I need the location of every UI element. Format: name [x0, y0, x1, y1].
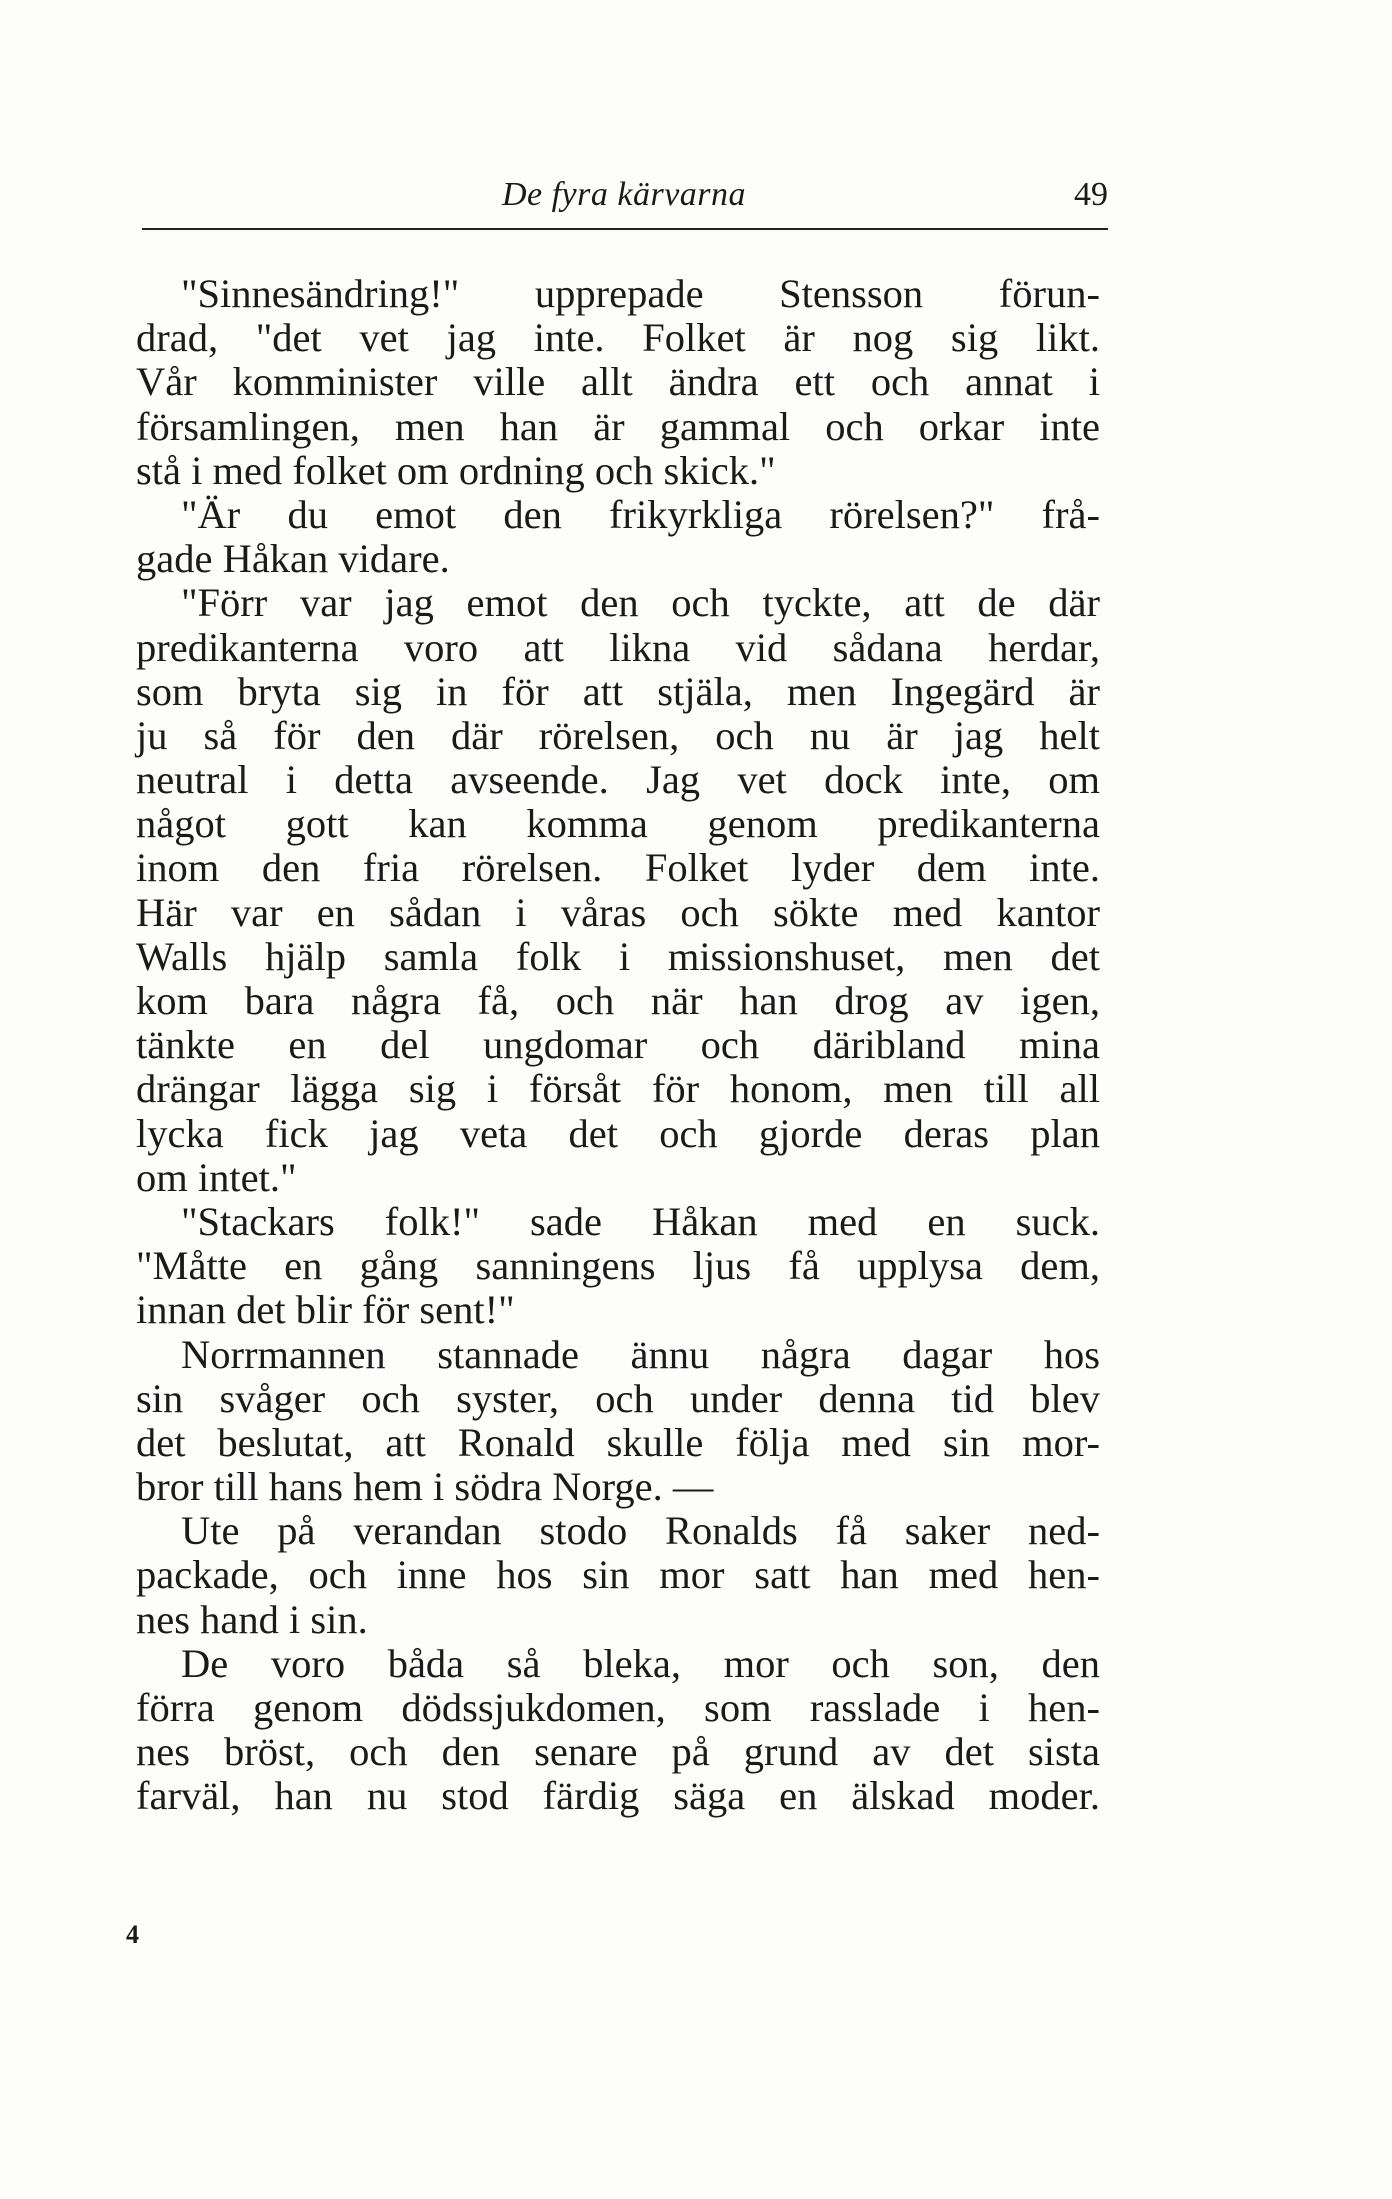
paragraph — [136, 272, 1100, 493]
paragraph — [136, 581, 1100, 1200]
text-line: "Sinnesändring!" upprepade Stensson förun- — [181, 271, 1100, 316]
paragraph — [136, 1509, 1100, 1642]
text-line: drad, "det vet jag inte. Folket är nog sig likt. — [136, 315, 1100, 361]
text-line: De voro båda så bleka, mor och son, den — [181, 1640, 1100, 1686]
text-line: kom bara några få, och när han drog av igen, — [136, 978, 1100, 1023]
text-line: Vår komminister ville allt ändra ett och annat i — [136, 359, 1100, 405]
text-line: lycka fick jag veta det och gjorde deras plan — [136, 1110, 1100, 1156]
text-line: inom den fria rörelsen. Folket lyder dem inte. — [136, 845, 1100, 891]
signature-mark: 4 — [126, 1920, 139, 1949]
text-line: gade Håkan vidare. — [136, 536, 450, 582]
text-line: Ute på verandan stodo Ronalds få saker ned- — [181, 1508, 1100, 1554]
text-line: nes bröst, och den senare på grund av det sista — [136, 1729, 1100, 1775]
running-head — [140, 176, 1108, 224]
text-line: predikanterna voro att likna vid sådana herdar, — [136, 624, 1100, 670]
paragraph — [136, 1200, 1100, 1333]
paragraph — [136, 493, 1100, 581]
page-number: 49 — [1074, 176, 1108, 213]
text-line: "Förr var jag emot den och tyckte, att de där — [181, 580, 1100, 626]
text-line: "Är du emot den frikyrkliga rörelsen?" frå- — [181, 491, 1100, 537]
text-line: Här var en sådan i våras och sökte med kantor — [136, 889, 1100, 935]
text-line: "Stackars folk!" sade Håkan med en suck. — [181, 1198, 1100, 1244]
text-line: det beslutat, att Ronald skulle följa med sin mor- — [136, 1419, 1100, 1465]
running-title: De fyra kärvarna — [501, 176, 747, 213]
text-line: tänkte en del ungdomar och däribland mina — [136, 1022, 1100, 1068]
text-line: sin svåger och syster, och under denna tid blev — [136, 1375, 1100, 1421]
header-rule — [142, 228, 1108, 230]
body-text — [136, 272, 1100, 1819]
text-line: Walls hjälp samla folk i missionshuset, men det — [136, 933, 1100, 979]
text-line: som bryta sig in för att stjäla, men Ingegärd är — [136, 668, 1100, 714]
text-line: nes hand i sin. — [136, 1596, 368, 1642]
text-line: ju så för den där rörelsen, och nu är jag helt — [136, 712, 1100, 758]
paragraph — [136, 1333, 1100, 1510]
text-line: stå i med folket om ordning och skick." — [136, 447, 776, 493]
text-line: packade, och inne hos sin mor satt han med hen- — [136, 1552, 1100, 1598]
text-line: innan det blir för sent!" — [136, 1287, 515, 1333]
text-line: "Måtte en gång sanningens ljus få upplysa dem, — [136, 1243, 1100, 1289]
text-line: om intet." — [136, 1154, 297, 1200]
text-line: församlingen, men han är gammal och orkar inte — [136, 403, 1100, 449]
text-line: bror till hans hem i södra Norge. — — [136, 1464, 714, 1510]
text-line: något gott kan komma genom predikanterna — [136, 801, 1100, 847]
text-line: farväl, han nu stod färdig säga en älskad moder. — [136, 1773, 1100, 1819]
text-line: förra genom dödssjukdomen, som rasslade i hen- — [136, 1685, 1100, 1730]
text-line: Norrmannen stannade ännu några dagar hos — [181, 1331, 1100, 1377]
paragraph — [136, 1642, 1100, 1819]
text-line: drängar lägga sig i försåt för honom, men till all — [136, 1066, 1100, 1112]
text-line: neutral i detta avseende. Jag vet dock inte, om — [136, 757, 1100, 803]
